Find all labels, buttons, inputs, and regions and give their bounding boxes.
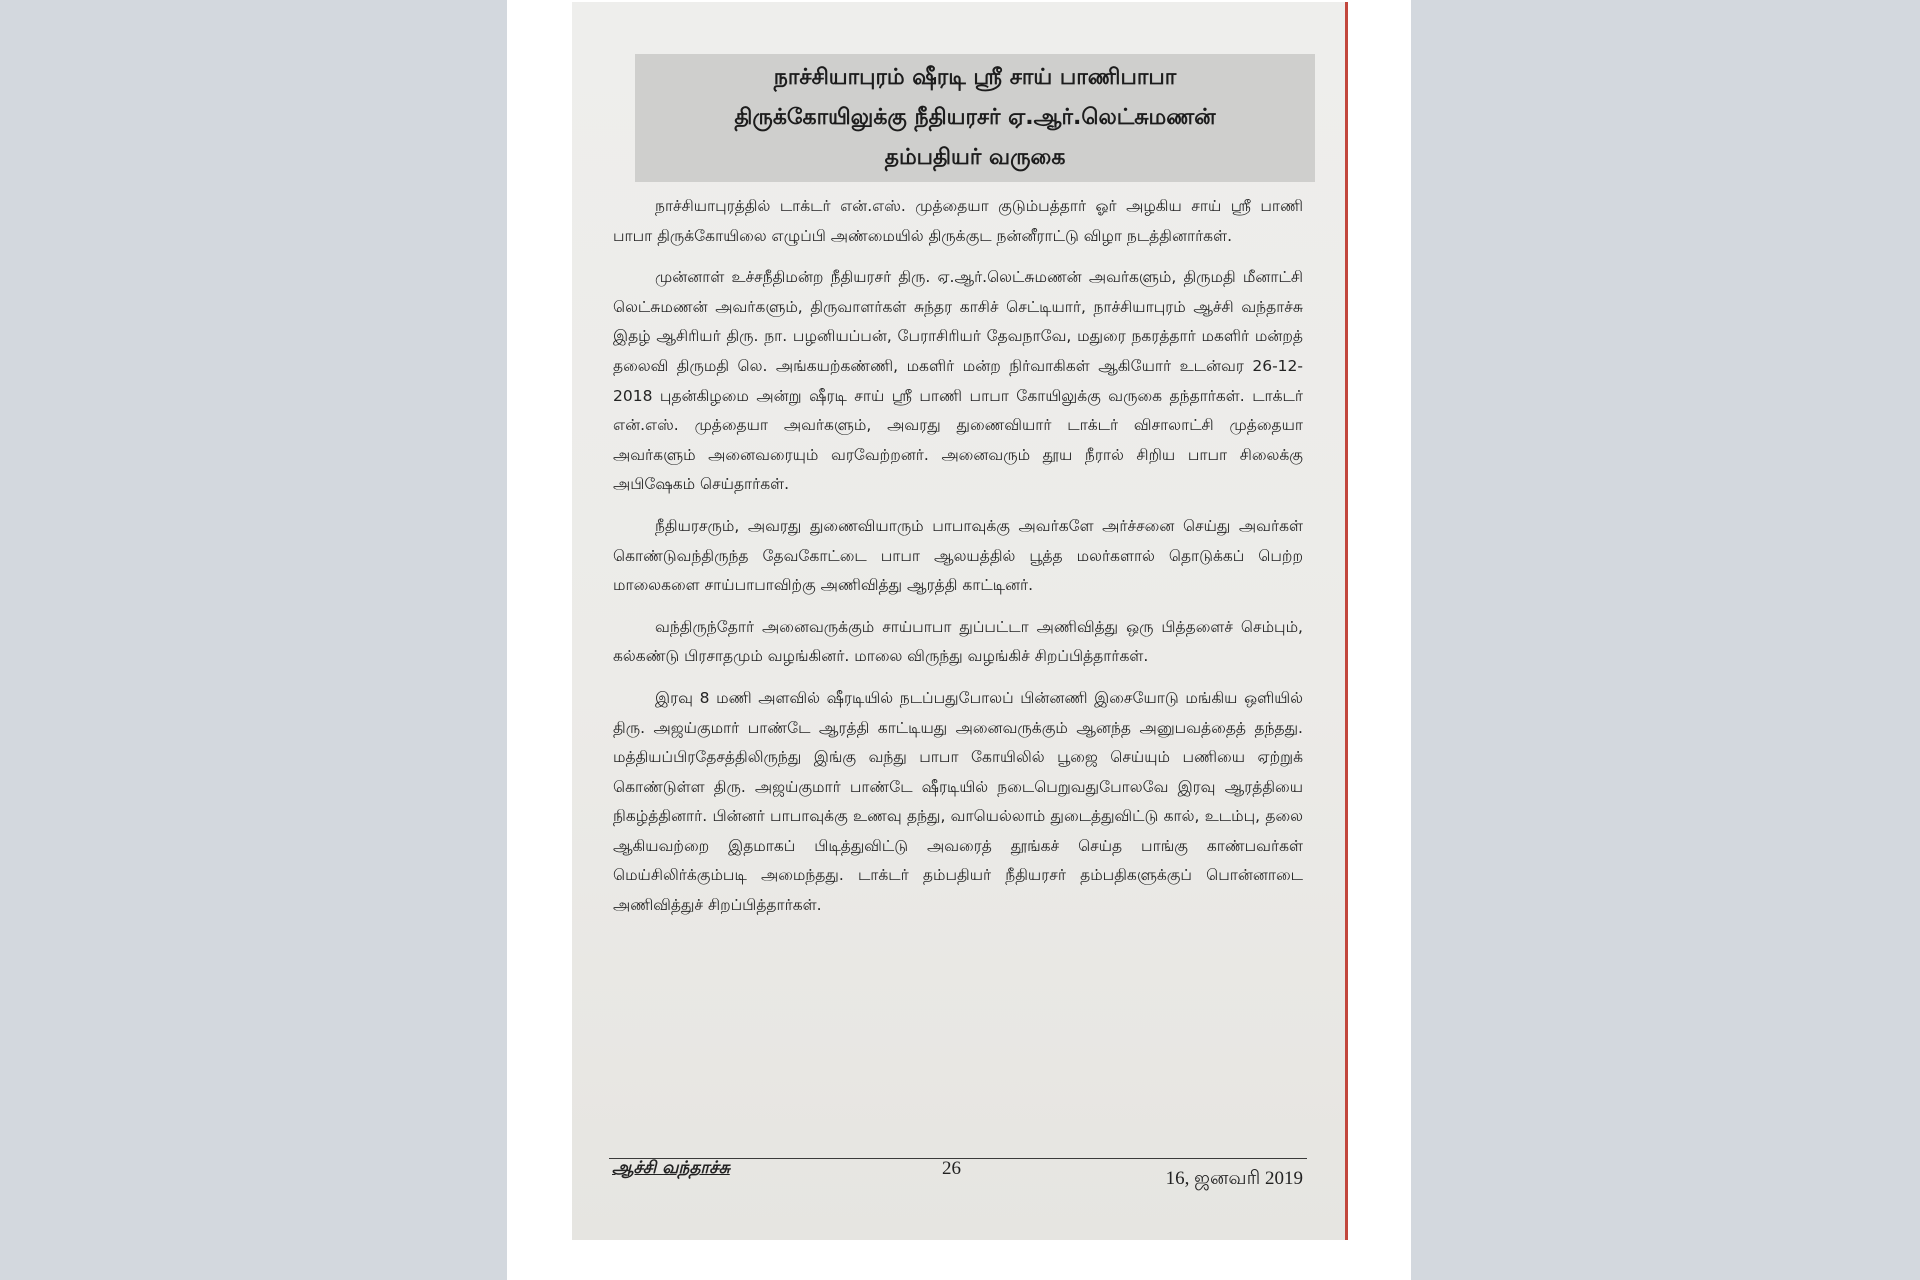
article-paragraph-4: வந்திருந்தோர் அனைவருக்கும் சாய்பாபா துப்பட்டா அணிவித்து ஒரு பித்தளைச் செம்பும், கல்கண்டு பிரசாதமும் வழங்கினர். மாலை விருந்து வழங்கிச் சிறப்பித்தார்கள். [613,617,1303,666]
article-title-line-2: திருக்கோயிலுக்கு நீதியரசர் ஏ.ஆர்.லெட்சுமணன் [734,105,1216,130]
magazine-page [572,2,1348,1240]
article-paragraph-2: முன்னாள் உச்சநீதிமன்ற நீதியரசர் திரு. ஏ.ஆர்.லெட்சுமணன் அவர்களும், திருமதி மீனாட்சி லெட்சுமணன் அவர்களும், திருவாளர்கள் சுந்தர காசிச் செட்டியார், நாச்சியாபுரம் ஆச்சி வந்தாச்சு இதழ் ஆசிரியர் திரு. நா. பழனியப்பன், பேராசிரியர் தேவநாவே, மதுரை நகரத்தார் மகளிர் மன்றத் தலைவி திருமதி லெ. அங்கயற்கண்ணி, மகளிர் மன்ற நிர்வாகிகள் ஆகியோர் உடன்வர 26-12-2018 புதன்கிழமை அன்று ஷீரடி சாய் ஸ்ரீ பாணி பாபா கோயிலுக்கு வருகை தந்தார்கள். டாக்டர் என்.எஸ். முத்தையா அவர்களும், அவரது துணைவியார் டாக்டர் விசாலாட்சி முத்தையா அவர்களும் அனைவரையும் வரவேற்றனர். அனைவரும் தூய நீரால் சிறிய பாபா சிலைக்கு அபிஷேகம் செய்தார்கள். [613,268,1303,494]
footer-issue-date: 16, ஜனவரி 2019 [1165,1168,1303,1189]
article-title-box [635,54,1315,182]
footer-magazine-name: ஆச்சி வந்தாச்சு [612,1158,730,1178]
article-paragraph-3: நீதியரசரும், அவரது துணைவியாரும் பாபாவுக்கு அவர்களே அர்ச்சனை செய்து அவர்கள் கொண்டுவந்திருந்த தேவகோட்டை பாபா ஆலயத்தில் பூத்த மலர்களால் தொடுக்கப் பெற்ற மாலைகளை சாய்பாபாவிற்கு அணிவித்து ஆரத்தி காட்டினர். [613,516,1303,595]
article-title-line-1: நாச்சியாபுரம் ஷீரடி ஸ்ரீ சாய் பாணிபாபா [773,65,1177,90]
article-title-line-3: தம்பதியர் வருகை [884,145,1066,170]
article-paragraph-1: நாச்சியாபுரத்தில் டாக்டர் என்.எஸ். முத்தையா குடும்பத்தார் ஓர் அழகிய சாய் ஸ்ரீ பாணி பாபா திருக்கோயிலை எழுப்பி அண்மையில் திருக்குட நன்னீராட்டு விழா நடத்தினார்கள். [613,197,1303,245]
article-body [613,192,1303,933]
article-paragraph-5: இரவு 8 மணி அளவில் ஷீரடியில் நடப்பதுபோலப் பின்னணி இசையோடு மங்கிய ஒளியில் திரு. அஜய்குமார் பாண்டே ஆரத்தி காட்டியது அனைவருக்கும் ஆனந்த அனுபவத்தைத் தந்தது. மத்தியப்பிரதேசத்திலிருந்து இங்கு வந்து பாபா கோயிலில் பூஜை செய்யும் பணியை ஏற்றுக் கொண்டுள்ள திரு. அஜய்குமார் பாண்டே ஷீரடியில் நடைபெறுவதுபோலவே இரவு ஆரத்தியை நிகழ்த்தினார். பின்னர் பாபாவுக்கு உணவு தந்து, வாயெல்லாம் துடைத்துவிட்டு கால், உடம்பு, தலை ஆகியவற்றை இதமாகப் பிடித்துவிட்டு அவரைத் தூங்கச் செய்த பாங்கு காண்பவர்கள் மெய்சிலிர்க்கும்படி அமைந்தது. டாக்டர் தம்பதியர் நீதியரசர் தம்பதிகளுக்குப் பொன்னாடை அணிவித்துச் சிறப்பித்தார்கள். [613,688,1303,915]
footer-page-number: 26 [942,1158,961,1179]
